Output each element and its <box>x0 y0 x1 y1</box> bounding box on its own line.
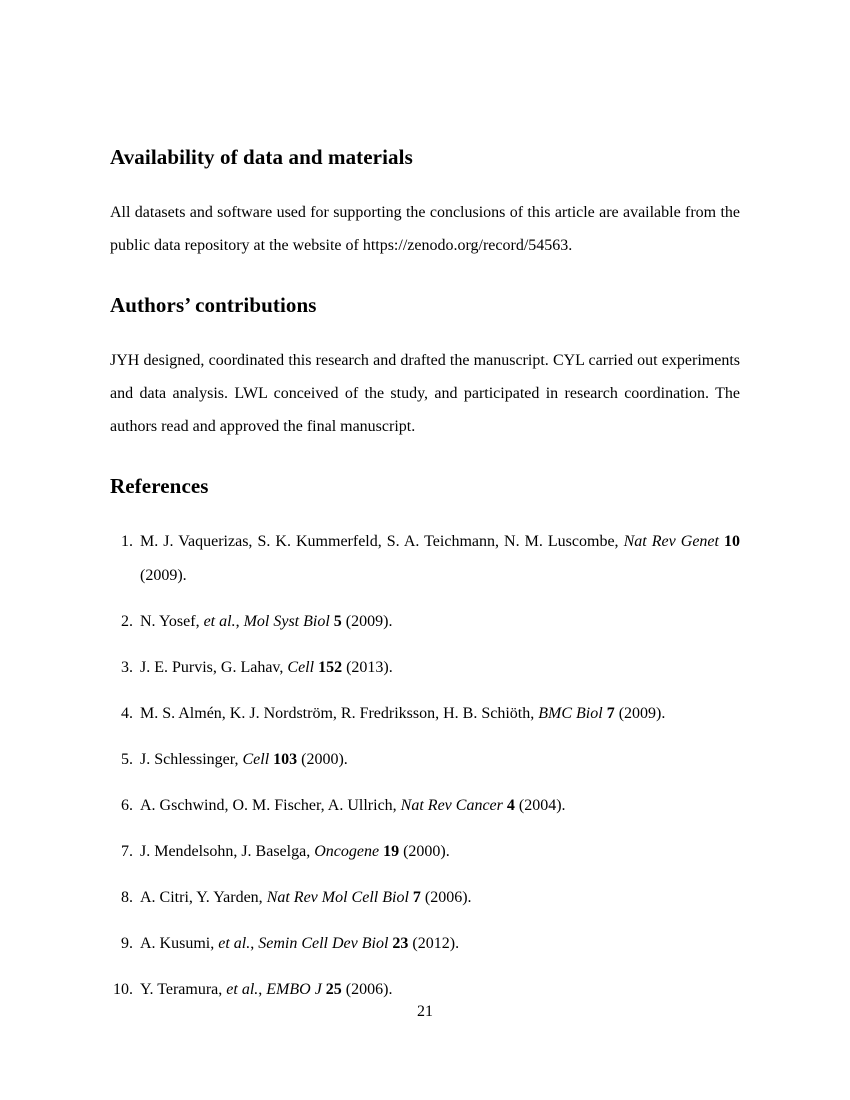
contributions-paragraph: JYH designed, coordinated this research and drafted the manuscript. CYL carried out experiments and data analysis. LWL conceived of the study, and participated in research coordination. The authors read and approved the final manuscript. <box>110 352 740 435</box>
reference-item <box>110 881 740 915</box>
reference-item <box>110 697 740 731</box>
reference-text: A. Kusumi, et al., Semin Cell Dev Biol 23 (2012). <box>140 935 460 952</box>
reference-number: 10. <box>113 981 133 998</box>
reference-number: 2. <box>121 613 133 630</box>
reference-text: M. J. Vaquerizas, S. K. Kummerfeld, S. A. Teichmann, N. M. Luscombe, Nat Rev Genet 10 (2009). <box>140 533 741 584</box>
reference-text: M. S. Almén, K. J. Nordström, R. Fredriksson, H. B. Schiöth, BMC Biol 7 (2009). <box>140 705 666 722</box>
section-heading-references: References <box>110 474 209 498</box>
reference-number: 9. <box>121 935 133 952</box>
reference-item <box>110 835 740 869</box>
reference-number: 4. <box>121 705 133 722</box>
references-list <box>110 525 740 1007</box>
section-heading-availability: Availability of data and materials <box>110 145 413 169</box>
section-heading-contributions: Authors’ contributions <box>110 293 317 317</box>
reference-number: 6. <box>121 797 133 814</box>
reference-item <box>110 605 740 639</box>
reference-number: 7. <box>121 843 133 860</box>
reference-number: 5. <box>121 751 133 768</box>
reference-number: 8. <box>121 889 133 906</box>
reference-item <box>110 651 740 685</box>
reference-text: Y. Teramura, et al., EMBO J 25 (2006). <box>140 981 393 998</box>
reference-number: 1. <box>121 533 133 550</box>
reference-text: J. E. Purvis, G. Lahav, Cell 152 (2013). <box>140 659 393 676</box>
reference-text: J. Mendelsohn, J. Baselga, Oncogene 19 (2000). <box>140 843 450 860</box>
reference-item <box>110 789 740 823</box>
page-content <box>110 144 740 1019</box>
reference-item <box>110 927 740 961</box>
availability-paragraph: All datasets and software used for supporting the conclusions of this article are available from the public data repository at the website of https://zenodo.org/record/54563. <box>110 204 740 254</box>
reference-text: A. Gschwind, O. M. Fischer, A. Ullrich, Nat Rev Cancer 4 (2004). <box>140 797 566 814</box>
reference-text: N. Yosef, et al., Mol Syst Biol 5 (2009). <box>140 613 393 630</box>
page-number: 21 <box>417 1003 433 1020</box>
reference-text: A. Citri, Y. Yarden, Nat Rev Mol Cell Biol 7 (2006). <box>140 889 472 906</box>
reference-item <box>110 743 740 777</box>
reference-text: J. Schlessinger, Cell 103 (2000). <box>140 751 348 768</box>
reference-item <box>110 525 740 593</box>
reference-number: 3. <box>121 659 133 676</box>
